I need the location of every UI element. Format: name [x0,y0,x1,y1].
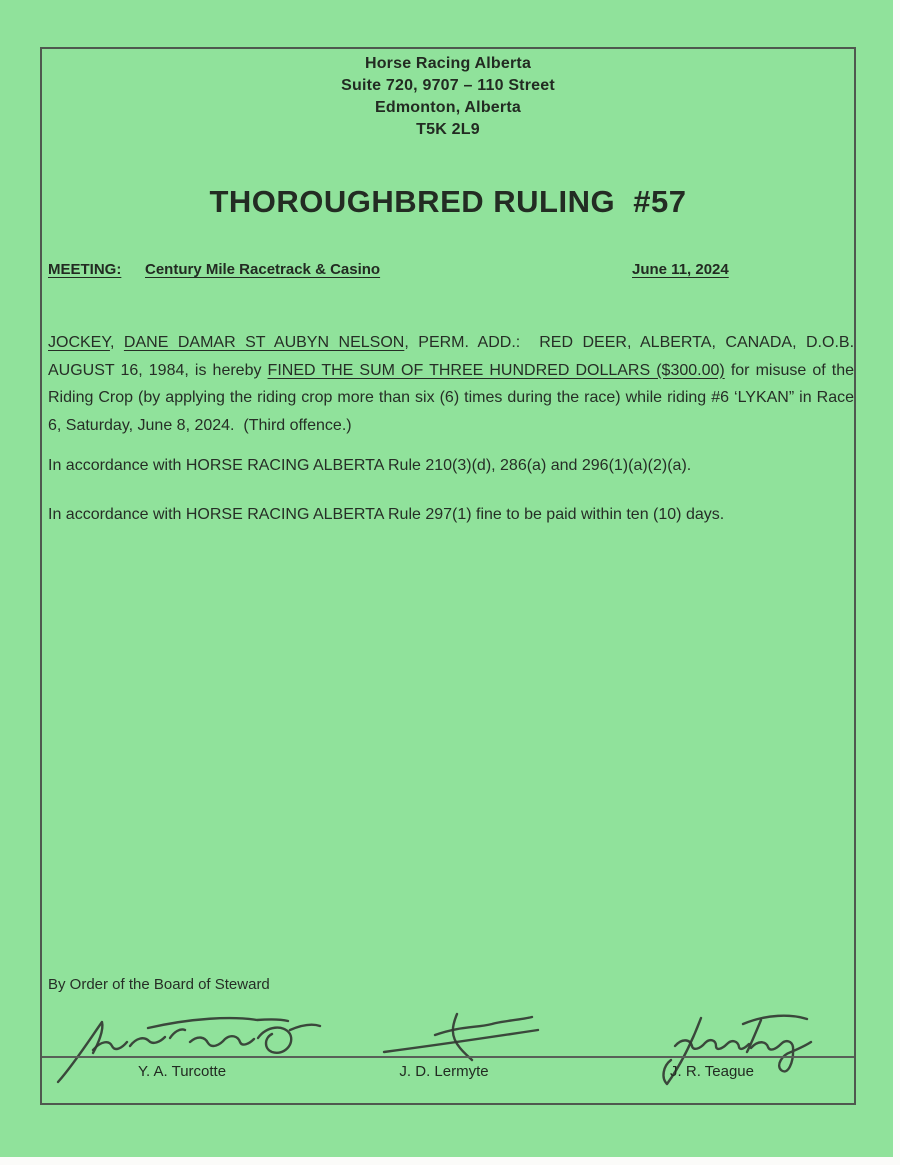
signatory-name-turcotte: Y. A. Turcotte [137,1063,227,1080]
text-segment: for misuse of the Riding Crop (by applying the riding crop more than six (6) times during the race) while riding #6 ‘LYKAN” in Race 6, Saturday, June 8, 2024. (Third offence.) [48,361,859,434]
text-segment: , PERM. ADD.: RED DEER, ALBERTA, CANADA, D.O.B. AUGUST 16, 1984, is hereby [48,334,858,379]
postal-code: T5K 2L9 [416,121,480,138]
meeting-value: Century Mile Racetrack & Casino [145,261,381,278]
signature-scribble-teague [645,1006,820,1094]
address-line-1: Suite 720, 9707 – 110 Street [341,77,555,94]
meeting-date: June 11, 2024 [632,261,729,278]
signatory-name-teague: J. R. Teague [670,1063,754,1080]
ruling-paragraph-2: In accordance with HORSE RACING ALBERTA Rule 210(3)(d), 286(a) and 296(1)(a)(2)(a). [48,457,692,474]
text-segment: DANE DAMAR ST AUBYN NELSON [123,334,405,351]
text-segment: FINED THE SUM OF THREE HUNDRED DOLLARS ($300.00) [267,361,725,379]
signatory-name-lermyte: J. D. Lermyte [399,1063,489,1080]
text-segment: , [109,334,124,351]
meeting-label: MEETING: [48,261,122,278]
signature-line [42,1056,854,1058]
letterhead [40,53,856,141]
ruling-paragraph-3: In accordance with HORSE RACING ALBERTA Rule 297(1) fine to be paid within ten (10) days. [48,506,725,523]
page-title: THOROUGHBRED RULING #57 [209,184,687,219]
text-segment: JOCKEY [48,334,110,351]
address-line-2: Edmonton, Alberta [375,99,521,116]
ruling-paragraph-1 [48,329,859,439]
by-order-text: By Order of the Board of Steward [48,976,270,993]
org-name: Horse Racing Alberta [364,55,532,72]
